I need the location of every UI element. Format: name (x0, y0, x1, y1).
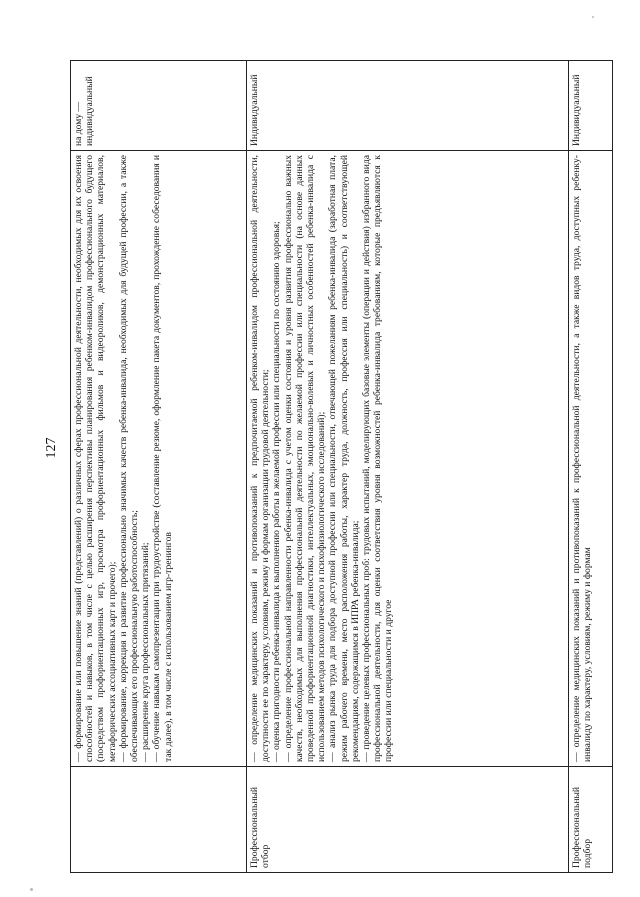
list-item: — оценка пригодности ребенка-инвалида к выполнению работы в желаемой профессии или специальности по состоянию здоровья; (271, 221, 283, 762)
rehabilitation-services-table (70, 60, 613, 873)
list-item: — формирование, коррекция и развитие профессионально значимых качеств ребенка-инвалида, необходимых для будущей профессии, а также обеспечивающих его профессиональную работоспособность; (117, 155, 141, 762)
list-item: — определение медицинских показаний и противопоказаний к профессиональной деятельности, а также видов труда, доступных ребенку-инвалиду по характеру, условиям, режиму и формам (571, 155, 594, 762)
service-name-cell: Профессиональный отбор (247, 767, 569, 873)
table-row (247, 61, 569, 873)
page-number: 127 (44, 437, 59, 459)
service-form-cell: Индивидуальный (247, 61, 569, 151)
list-item: — проведение целевых профессиональных проб: трудовых испытаний, моделирующих базовые элементы (операции и действия) избранного вида профессиональной деятельности, для оценки соответствия уровня возможностей ребенка-инвалида требованиям, которые предъявляются к профессии или специальности и другое (361, 155, 395, 762)
list-item: — определение медицинских показаний и противопоказаний к предпочитаемой ребенком-инвалидом профессиональной деятельности, доступности ее по характеру, условиям, режиму и формам организации трудовой деятельности; (249, 155, 272, 762)
list-item: — формирование или повышение знаний (представлений) о различных сферах профессиональной деятельности, необходимых для их освоения способностей и навыков, в том числе с целью расширения перспективы планирования ребенком-инвалидом профессионального будущего (посредством профориентационных игр, просмотра профориентационных фильмов и видеороликов, демонстрационных материалов, метафорических ассоциативных карт и прочего); (73, 155, 118, 762)
service-form-cell: на дому — индивидуальный (71, 61, 247, 151)
service-content-cell (247, 151, 569, 767)
service-form-cell: Индивидуальный (569, 61, 613, 151)
service-content-cell (569, 151, 613, 767)
service-name-cell (71, 767, 247, 873)
rotated-page-content (70, 61, 612, 873)
table-row (71, 61, 247, 873)
list-item: — анализ рынка труда для подбора доступной профессии или специальности, отвечающей пожеланиям ребенка-инвалида (заработная плата, режим рабочего времени, место расположения работы, характер труда, должность, профессия или специальность) и соответствующей рекомендациям, содержащимся в ИПРА ребенка-инвалида; (327, 155, 361, 762)
list-item: — расширение круга профессиональных притязаний; (140, 542, 152, 762)
service-name-cell: Профессиональный подбор (569, 767, 613, 873)
scan-speck (592, 16, 594, 18)
service-content-cell (71, 151, 247, 767)
table-row (569, 61, 613, 873)
list-item: — определение профессиональной направленности ребенка-инвалида с учетом оценки состояния и уровня развития профессионально важных качеств, необходимых для выполнения профессиональной деятельности по желаемой профессии или специальности (на основе данных проведенной профориентационной диагностики, интеллектуальных, эмоционально-волевых и личностных особенностей ребенка-инвалида с использованием методов психологического и психофизиологического исследований); (282, 155, 328, 762)
scan-speck (30, 888, 33, 891)
list-item: — обучение навыкам самопрезентации при трудоустройстве (составление резюме, оформление пакета документов, прохождение собеседования и так далее), в том числе с использованием игр-тренингов (151, 155, 174, 762)
